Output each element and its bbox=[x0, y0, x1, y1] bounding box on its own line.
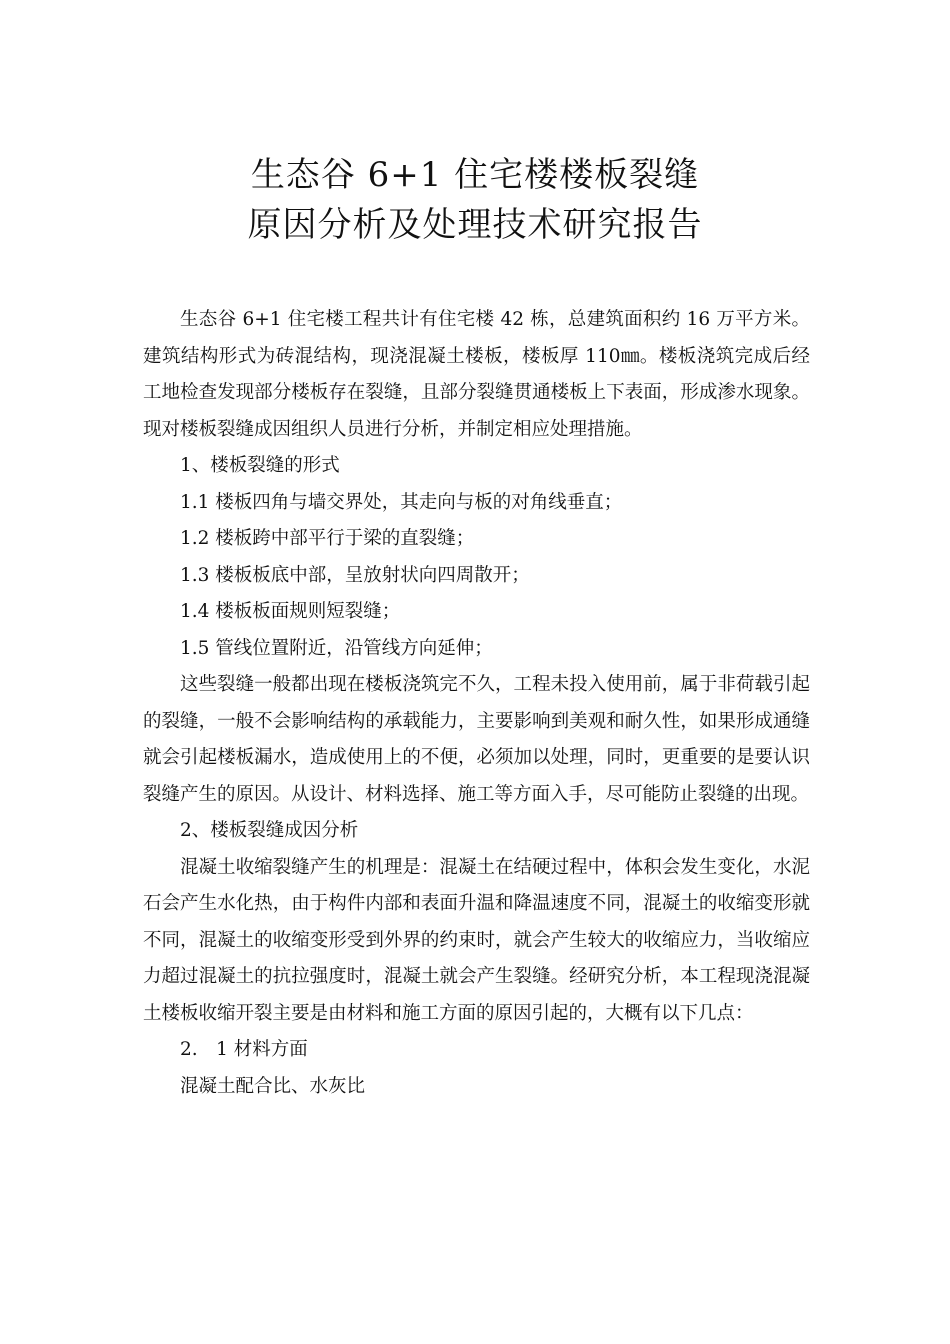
list-item: 1.1 楼板四角与墙交界处，其走向与板的对角线垂直； bbox=[180, 491, 623, 513]
list-item: 1.2 楼板跨中部平行于梁的直裂缝； bbox=[180, 528, 475, 549]
title-line-2: 原因分析及处理技术研究报告 bbox=[247, 205, 703, 245]
document-body bbox=[143, 302, 810, 1105]
intro-paragraph: 生态谷 6+1 住宅楼工程共计有住宅楼 42 栋，总建筑面积约 16 万平方米。建筑结构形式为砖混结构，现浇混凝土楼板，楼板厚 110㎜。楼板浇筑完成后经工地检查发现部分楼板存在裂缝，且部分裂缝贯通楼板上下表面，形成渗水现象。现对楼板裂缝成因组织人员进行分析，并制定相应处理措施。 bbox=[143, 309, 810, 440]
section-1-heading: 1、楼板裂缝的形式 bbox=[180, 455, 340, 476]
subsection-item: 混凝土配合比、水灰比 bbox=[180, 1075, 366, 1097]
document-title bbox=[0, 150, 950, 250]
section-1-summary: 这些裂缝一般都出现在楼板浇筑完不久，工程未投入使用前，属于非荷载引起的裂缝，一般不会影响结构的承载能力，主要影响到美观和耐久性，如果形成通缝就会引起楼板漏水，造成使用上的不便，必须加以处理，同时，更重要的是要认识裂缝产生的原因。从设计、材料选择、施工等方面入手，尽可能防止裂缝的出现。 bbox=[143, 674, 810, 805]
title-line-1: 生态谷 6+1 住宅楼楼板裂缝 bbox=[250, 155, 700, 195]
list-item: 1.4 楼板板面规则短裂缝； bbox=[180, 601, 401, 622]
section-2-paragraph: 混凝土收缩裂缝产生的机理是：混凝土在结硬过程中，体积会发生变化，水泥石会产生水化热，由于构件内部和表面升温和降温速度不同，混凝土的收缩变形就不同，混凝土的收缩变形受到外界的约束时，就会产生较大的收缩应力，当收缩应力超过混凝土的抗拉强度时，混凝土就会产生裂缝。经研究分析，本工程现浇混凝土楼板收缩开裂主要是由材料和施工方面的原因引起的，大概有以下几点： bbox=[143, 856, 810, 1024]
section-2-heading: 2、楼板裂缝成因分析 bbox=[180, 820, 359, 841]
subsection-heading: 2. 1 材料方面 bbox=[180, 1039, 308, 1060]
list-item: 1.5 管线位置附近，沿管线方向延伸； bbox=[180, 637, 493, 659]
list-item: 1.3 楼板板底中部，呈放射状向四周散开； bbox=[180, 564, 530, 586]
